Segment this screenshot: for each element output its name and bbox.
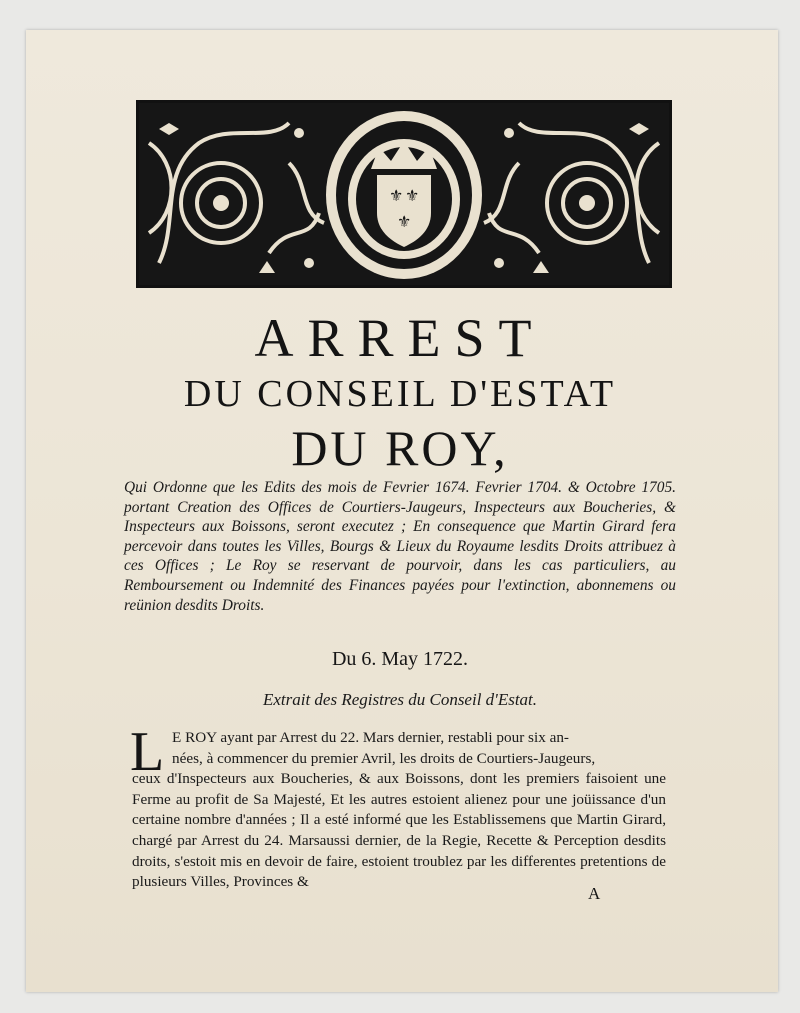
catchword: A [588,884,601,903]
svg-text:⚜: ⚜ [397,212,412,231]
extract-heading: Extrait des Registres du Conseil d'Estat. [262,690,538,709]
body-rest: ceux d'Inspecteurs aux Boucheries, & aux Boissons, dont les premiers faisoient une Ferme au profit de Sa Majesté, Et les autres estoient alienez pour une joüissance d'un certaine nombre d'années ; Il a esté informé que les Establissemens que Martin Girard, chargé par Arrest du 24. Marsaussi dernier, de la Regie, Recette & Perception desdits droits, s'estoit mis en devoir de faire, estoient troublez par les differentes pretentions de plusieurs Villes, Provinces & [132,770,666,891]
title-roy: DU ROY, [291,420,509,476]
ornamental-woodcut-banner [136,100,672,288]
title-conseil: DU CONSEIL D'ESTAT [183,373,617,415]
body-paragraph [132,728,666,893]
royal-arms-ornament [139,103,669,285]
title-arrest: ARREST [254,308,546,368]
body-line-1: E ROY ayant par Arrest du 22. Mars dernier, restabli pour six an- [172,729,569,746]
svg-text:⚜: ⚜ [405,186,420,205]
decree-date: Du 6. May 1722. [331,648,469,670]
decree-summary: Qui Ordonne que les Edits des mois de Fevrier 1674. Fevrier 1704. & Octobre 1705. portant Creation des Offices de Courtiers-Jaugeurs, Inspecteurs aux Boucheries, & Inspecteurs aux Boissons, seront executez ; En consequence que Martin Girard fera percevoir dans toutes les Villes, Bourgs & Lieux du Royaume lesdits Droits attribuez à ces Offices ; Le Roy se reservant de pourvoir, dans les cas particuliers, au Remboursement ou Indemnité des Finances payées pour l'extinction, abonnemens ou reünion desdits Droits. [124,479,676,614]
drop-capital: L [130,721,165,783]
body-line-2: nées, à commencer du premier Avril, les droits de Courtiers-Jaugeurs, [172,749,596,767]
svg-text:⚜: ⚜ [389,186,404,205]
